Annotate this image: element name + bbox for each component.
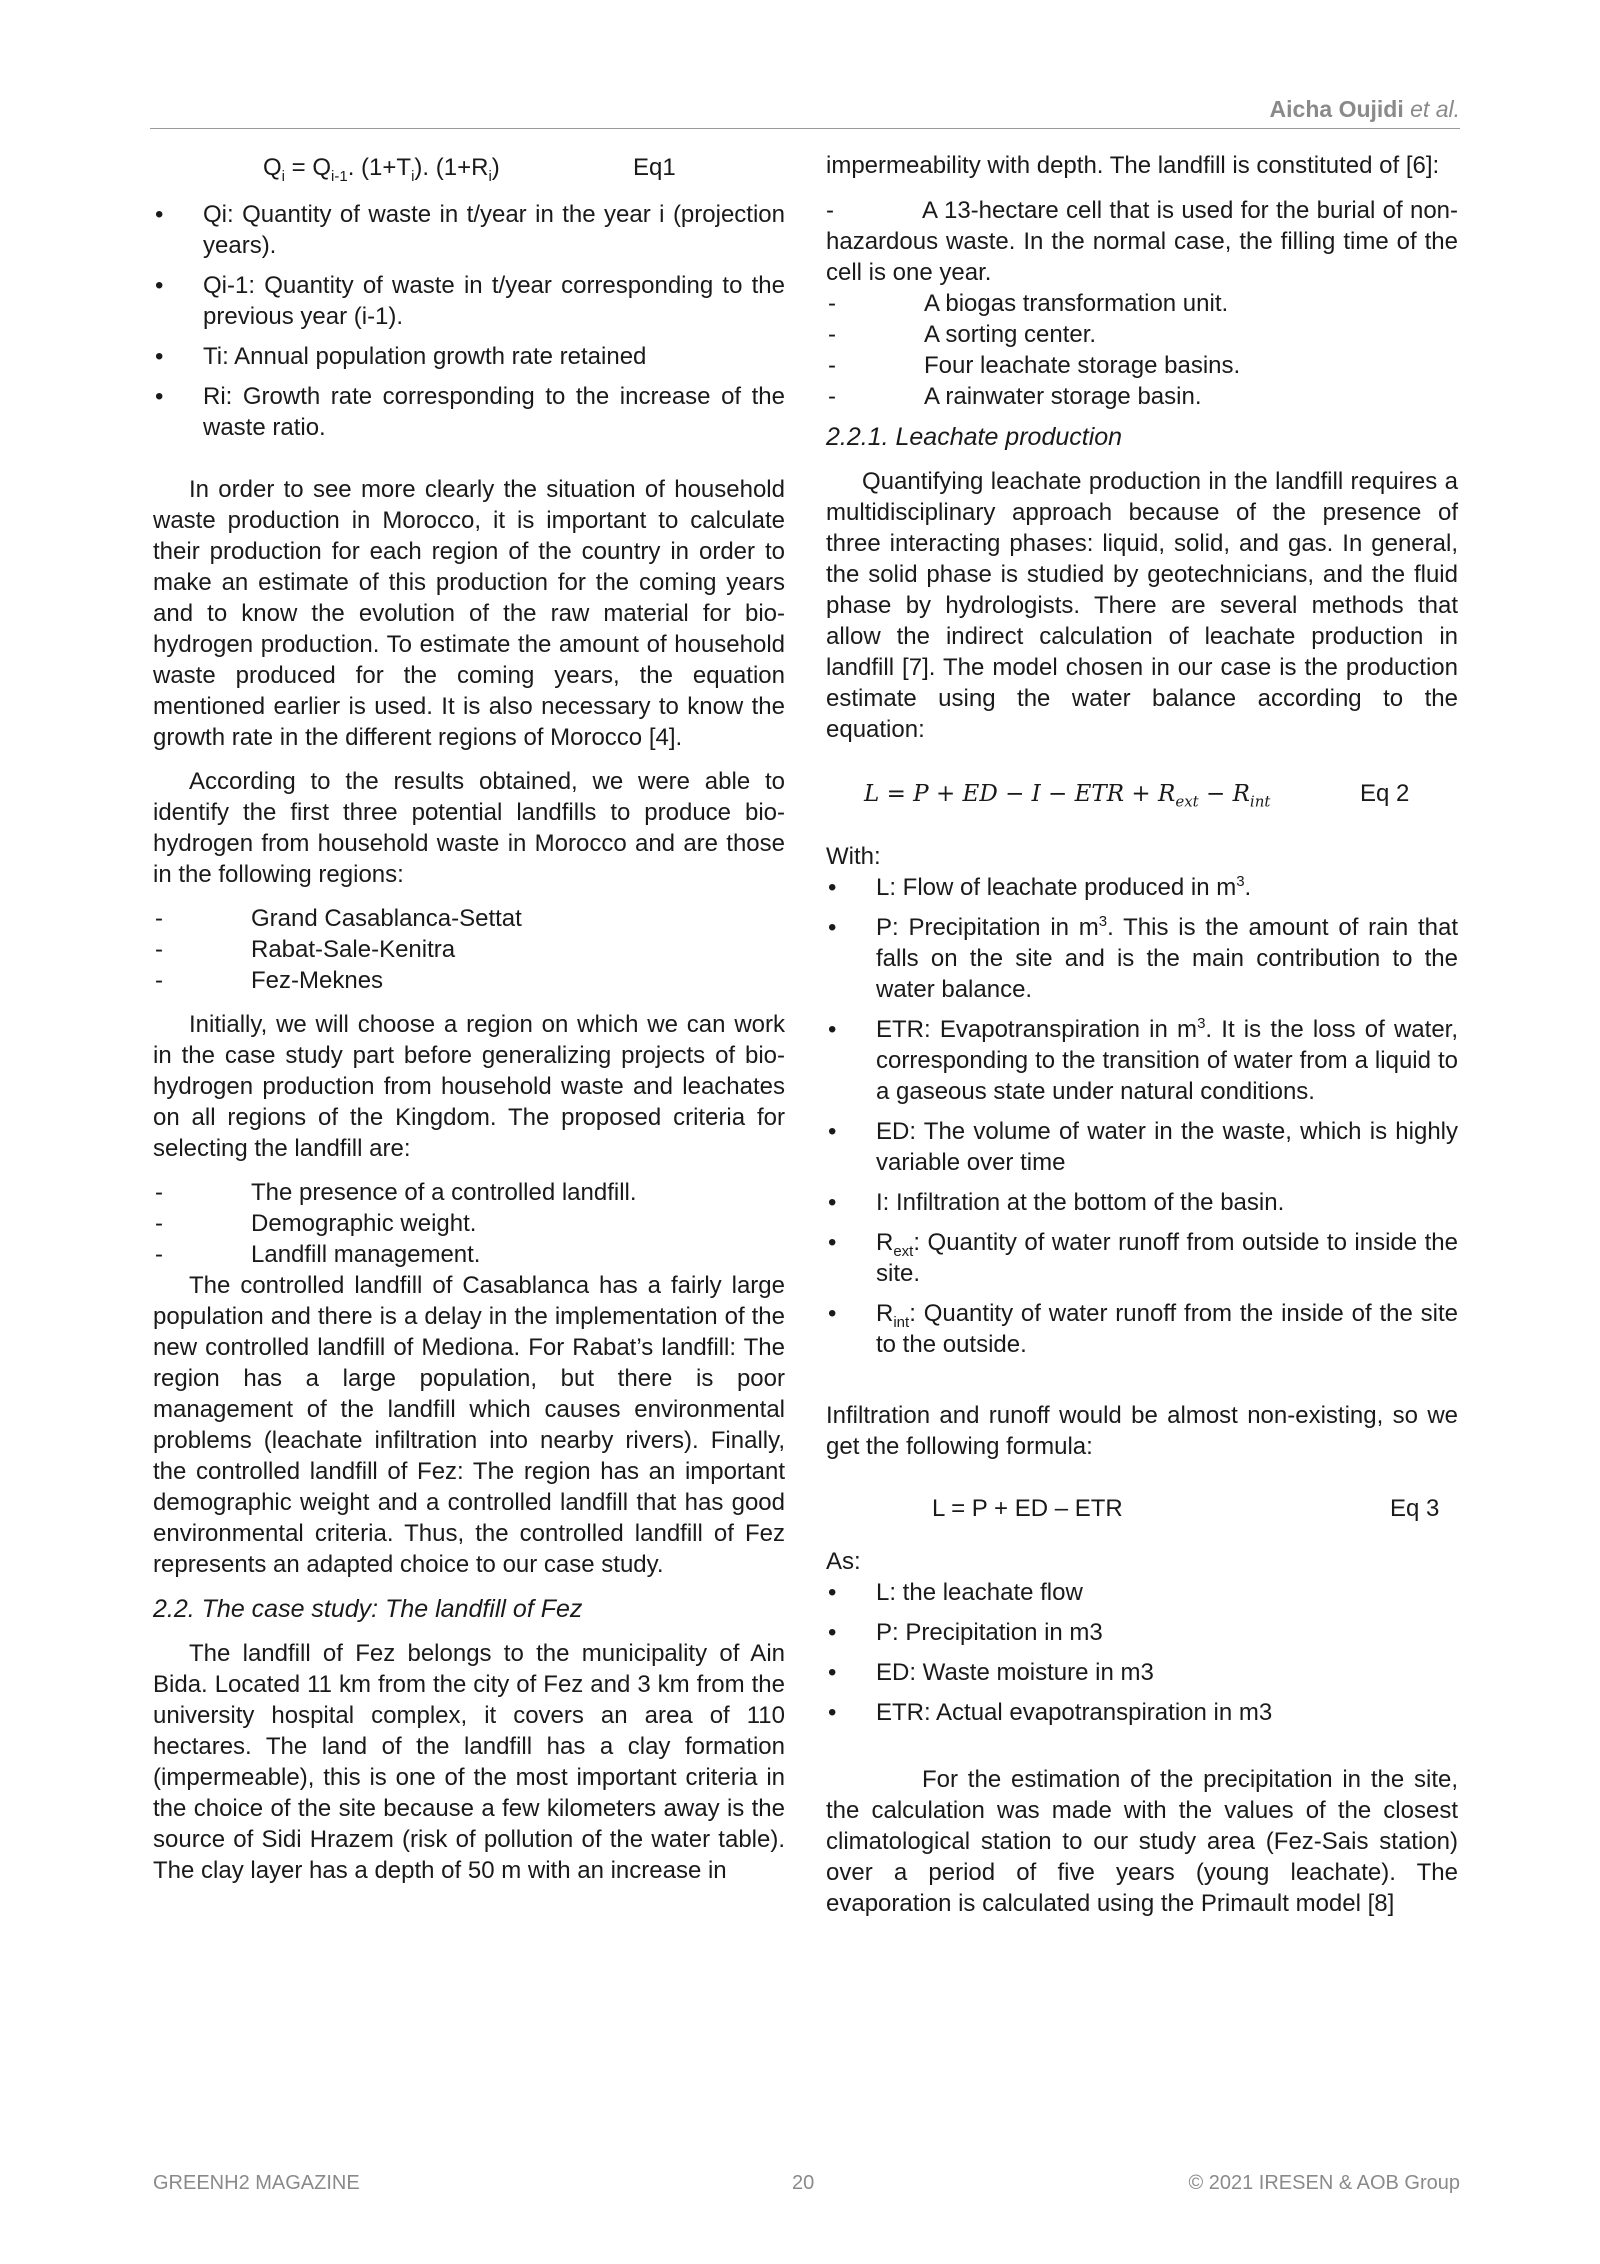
equation-1-expression: $Q_i = Q_{i-1}$. $(1+T_i)$. $(1+R_i)$ (263, 154, 500, 185)
section-heading: 2.2. The case study: The landfill of Fez (153, 1595, 583, 1623)
criteria-list (153, 1177, 785, 1270)
header-rule (150, 128, 1460, 129)
equation-1 (263, 152, 785, 183)
paragraph: In order to see more clearly the situation of household waste production in Morocco, it is important to calculate their production for each region of the country in order to make an estimate of this production for the coming years and to know the evolution of the raw material for bio-hydrogen production. To estimate the amount of household waste produced for the coming years, the equation mentioned earlier is used. It is also necessary to know the growth rate in the different regions of Morocco [4]. (153, 476, 785, 751)
list-item: • Qi: Quantity of waste in t/year in the year i (projection years). (155, 201, 785, 259)
list-item: • L: Flow of leachate produced in $m^3$. (828, 873, 1252, 901)
list-item: - A rainwater storage basin. (828, 383, 1202, 410)
regions-list (153, 903, 785, 996)
paragraph: For the estimation of the precipitation in the site, the calculation was made with the values of the closest climatological station to our study area (Fez-Sais station) over a period of five years (young leachate). The evaporation is calculated using the Primault model [8] (826, 1766, 1458, 1917)
list-item: - Grand Casablanca-Settat (155, 905, 522, 932)
list-item: • Ri: Growth rate corresponding to the increase of the waste ratio. (155, 383, 785, 441)
list-item: • Qi-1: Quantity of waste in t/year corresponding to the previous year (i-1). (155, 272, 785, 330)
list-item: • ED: Waste moisture in m3 (828, 1659, 1154, 1686)
footer-magazine: GREENH2 MAGAZINE (153, 2172, 360, 2194)
list-item: • ETR: Actual evapotranspiration in m3 (828, 1699, 1273, 1726)
list-item: • ED: The volume of water in the waste, which is highly variable over time (828, 1118, 1458, 1176)
paragraph: The landfill of Fez belongs to the municipality of Ain Bida. Located 11 km from the city of Fez and 3 km from the university hospital complex, it covers an area of 110 hectares. The land of the landfill has a clay formation (impermeable), this is one of the most important criteria in the choice of the site because a few kilometers away is the source of Sidi Hrazem (risk of pollution of the water table). The clay layer has a depth of 50 m with an increase in (153, 1640, 785, 1884)
list-item: • ETR: Evapotranspiration in $m^3$. It is the loss of water, corresponding to the transition of water from a liquid to a gaseous state under natural conditions. (828, 1015, 1459, 1105)
author-name: Aicha Oujidi (1269, 96, 1404, 122)
page-number: 20 (792, 2172, 815, 2194)
right-column (826, 150, 1458, 1919)
as-label: As: (826, 1548, 861, 1575)
equation-2 (864, 778, 1458, 810)
list-item: • P: Precipitation in m3 (828, 1619, 1103, 1646)
list-item: - The presence of a controlled landfill. (155, 1179, 637, 1206)
list-item: - Landfill management. (155, 1241, 481, 1268)
left-column (153, 150, 785, 1886)
list-item: - Four leachate storage basins. (828, 352, 1241, 379)
list-item: • $R_{ext}$: Quantity of water runoff from outside to inside the site. (828, 1229, 1458, 1287)
paragraph: According to the results obtained, we were able to identify the first three potential landfills to produce bio-hydrogen from household waste in Morocco and are those in the following regions: (153, 768, 785, 888)
footer-copyright: © 2021 IRESEN & AOB Group (1188, 2172, 1460, 2194)
list-item: - Demographic weight. (155, 1210, 477, 1237)
et-al: et al. (1410, 96, 1460, 122)
list-item: - A sorting center. (828, 321, 1097, 348)
list-item: • I: Infiltration at the bottom of the basin. (828, 1189, 1285, 1216)
equation-3 (932, 1493, 1458, 1524)
list-item: - Rabat-Sale-Kenitra (155, 936, 456, 963)
list-item: - A 13-hectare cell that is used for the burial of non-hazardous waste. In the normal case, the filling time of the cell is one year. (826, 197, 1458, 286)
list-item: • P: Precipitation in $m^3$. This is the amount of rain that falls on the site and is the main contribution to the water balance. (828, 913, 1459, 1003)
equation-3-label: Eq 3 (1390, 1495, 1440, 1522)
list-item: • L: the leachate flow (828, 1579, 1083, 1606)
paragraph: Infiltration and runoff would be almost non-existing, so we get the following formula: (826, 1402, 1458, 1460)
paragraph: Initially, we will choose a region on which we can work in the case study part before generalizing projects of bio-hydrogen production from household waste and leachates on all regions of the Kingdom. The proposed criteria for selecting the landfill are: (153, 1011, 785, 1162)
list-item: - A biogas transformation unit. (828, 290, 1229, 317)
running-header-author (1270, 96, 1460, 123)
paragraph: impermeability with depth. The landfill is constituted of [6]: (826, 152, 1440, 179)
with-label: With: (826, 843, 881, 870)
section-heading: 2.2.1. Leachate production (826, 423, 1123, 451)
equation-2-label: Eq 2 (1360, 780, 1410, 807)
paragraph: The controlled landfill of Casablanca has a fairly large population and there is a delay in the implementation of the new controlled landfill of Mediona. For Rabat’s landfill: The region has a large population, but there is poor management of the landfill which causes environmental problems (leachate infiltration into nearby rivers). Finally, the controlled landfill of Fez: The region has an important demographic weight and a controlled landfill that has good environmental criteria. Thus, the controlled landfill of Fez represents an adapted choice to our case study. (153, 1272, 785, 1578)
equation-1-label: Eq1 (633, 154, 676, 181)
list-item: - Fez-Meknes (155, 967, 384, 994)
paragraph: Quantifying leachate production in the landfill requires a multidisciplinary approach because of the presence of three interacting phases: liquid, solid, and gas. In general, the solid phase is studied by geotechnicians, and the fluid phase by hydrologists. There are several methods that allow the indirect calculation of leachate production in landfill [7]. The model chosen in our case is the production estimate using the water balance according to the equation: (826, 468, 1458, 743)
site-components-list (826, 195, 1458, 412)
list-item: • Ti: Annual population growth rate retained (155, 343, 647, 370)
equation-3-expression: L = P + ED – ETR (932, 1495, 1123, 1522)
list-item: • $R_{int}$: Quantity of water runoff from the inside of the site to the outside. (828, 1300, 1458, 1358)
equation-2-expression: L = P + ED − I − ETR + $R_{ext} - R_{int}$ (864, 781, 1271, 811)
